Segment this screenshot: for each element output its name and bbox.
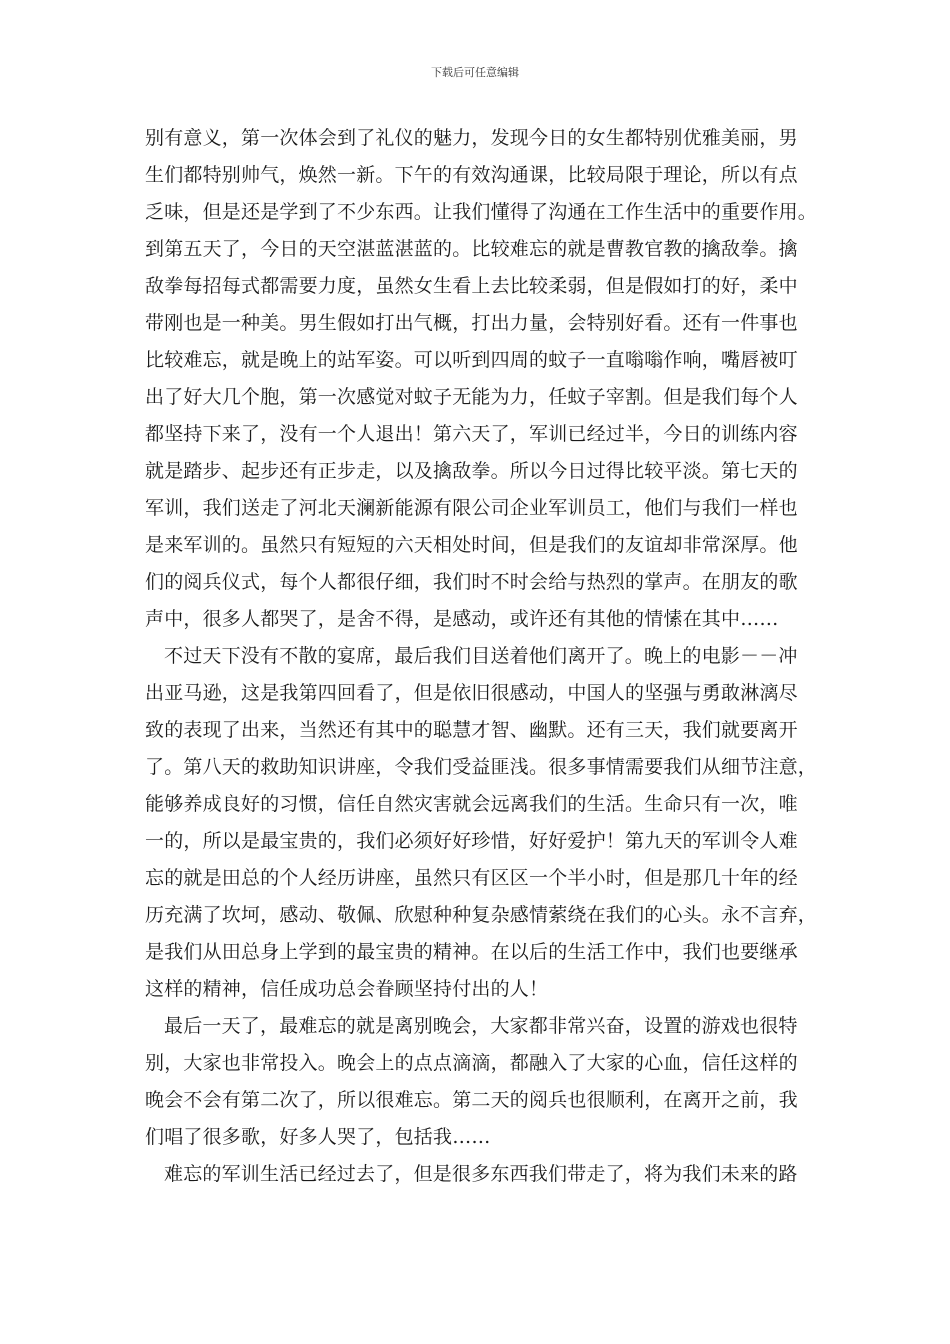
text-line: 生们都特别帅气，焕然一新。下午的有效沟通课，比较局限于理论，所以有点: [145, 164, 798, 186]
text-line: 致的表现了出来，当然还有其中的聪慧才智、幽默。还有三天，我们就要离开: [145, 719, 798, 741]
text-line: 出了好大几个胞，第一次感觉对蚊子无能为力，任蚊子宰割。但是我们每个人: [145, 386, 798, 408]
text-line: 是来军训的。虽然只有短短的六天相处时间，但是我们的友谊却非常深厚。他: [145, 534, 798, 556]
text-line: 到第五天了，今日的天空湛蓝湛蓝的。比较难忘的就是曹教官教的擒敌拳。擒: [145, 238, 798, 260]
text-line: 这样的精神，信任成功总会眷顾坚持付出的人！: [145, 978, 549, 1000]
text-line: 敌拳每招每式都需要力度，虽然女生看上去比较柔弱，但是假如打的好，柔中: [145, 275, 798, 297]
text-line: 了。第八天的救助知识讲座，令我们受益匪浅。很多事情需要我们从细节注意，: [145, 756, 818, 778]
text-line: 就是踏步、起步还有正步走，以及擒敌拳。所以今日过得比较平淡。第七天的: [145, 460, 798, 482]
text-line: 难忘的军训生活已经过去了，但是很多东西我们带走了，将为我们未来的路: [164, 1163, 798, 1185]
text-line: 一的，所以是最宝贵的，我们必须好好珍惜，好好爱护！第九天的军训令人难: [145, 830, 798, 852]
document-body: [145, 120, 818, 1193]
text-line: 军训，我们送走了河北天澜新能源有限公司企业军训员工，他们与我们一样也: [145, 497, 798, 519]
text-line: 比较难忘，就是晚上的站军姿。可以听到四周的蚊子一直嗡嗡作响，嘴唇被叮: [145, 349, 798, 371]
text-line: 历充满了坎坷，感动、敬佩、欣慰种种复杂感情萦绕在我们的心头。永不言弃，: [145, 904, 818, 926]
text-line: 别，大家也非常投入。晚会上的点点滴滴，都融入了大家的心血，信任这样的: [145, 1052, 798, 1074]
text-line: 不过天下没有不散的宴席，最后我们目送着他们离开了。晚上的电影－－冲: [164, 645, 798, 667]
text-line: 乏味，但是还是学到了不少东西。让我们懂得了沟通在工作生活中的重要作用。: [145, 201, 818, 223]
text-line: 们唱了很多歌，好多人哭了，包括我……: [145, 1126, 491, 1148]
text-line: 们的阅兵仪式，每个人都很仔细，我们时不时会给与热烈的掌声。在朋友的歌: [145, 571, 798, 593]
page-header: 下载后可任意编辑: [431, 66, 519, 79]
text-line: 别有意义，第一次体会到了礼仪的魅力，发现今日的女生都特别优雅美丽，男: [145, 127, 798, 149]
text-line: 声中，很多人都哭了，是舍不得，是感动，或许还有其他的情愫在其中……: [145, 608, 779, 630]
text-line: 最后一天了，最难忘的就是离别晚会，大家都非常兴奋，设置的游戏也很特: [164, 1015, 798, 1037]
text-line: 忘的就是田总的个人经历讲座，虽然只有区区一个半小时，但是那几十年的经: [145, 867, 798, 889]
text-line: 出亚马逊，这是我第四回看了，但是依旧很感动，中国人的坚强与勇敢淋漓尽: [145, 682, 798, 704]
text-line: 带刚也是一种美。男生假如打出气概，打出力量，会特别好看。还有一件事也: [145, 312, 798, 334]
text-line: 能够养成良好的习惯，信任自然灾害就会远离我们的生活。生命只有一次，唯: [145, 793, 798, 815]
text-line: 晚会不会有第二次了，所以很难忘。第二天的阅兵也很顺利，在离开之前，我: [145, 1089, 798, 1111]
text-line: 都坚持下来了，没有一个人退出！第六天了，军训已经过半，今日的训练内容: [145, 423, 798, 445]
text-line: 是我们从田总身上学到的最宝贵的精神。在以后的生活工作中，我们也要继承: [145, 941, 798, 963]
